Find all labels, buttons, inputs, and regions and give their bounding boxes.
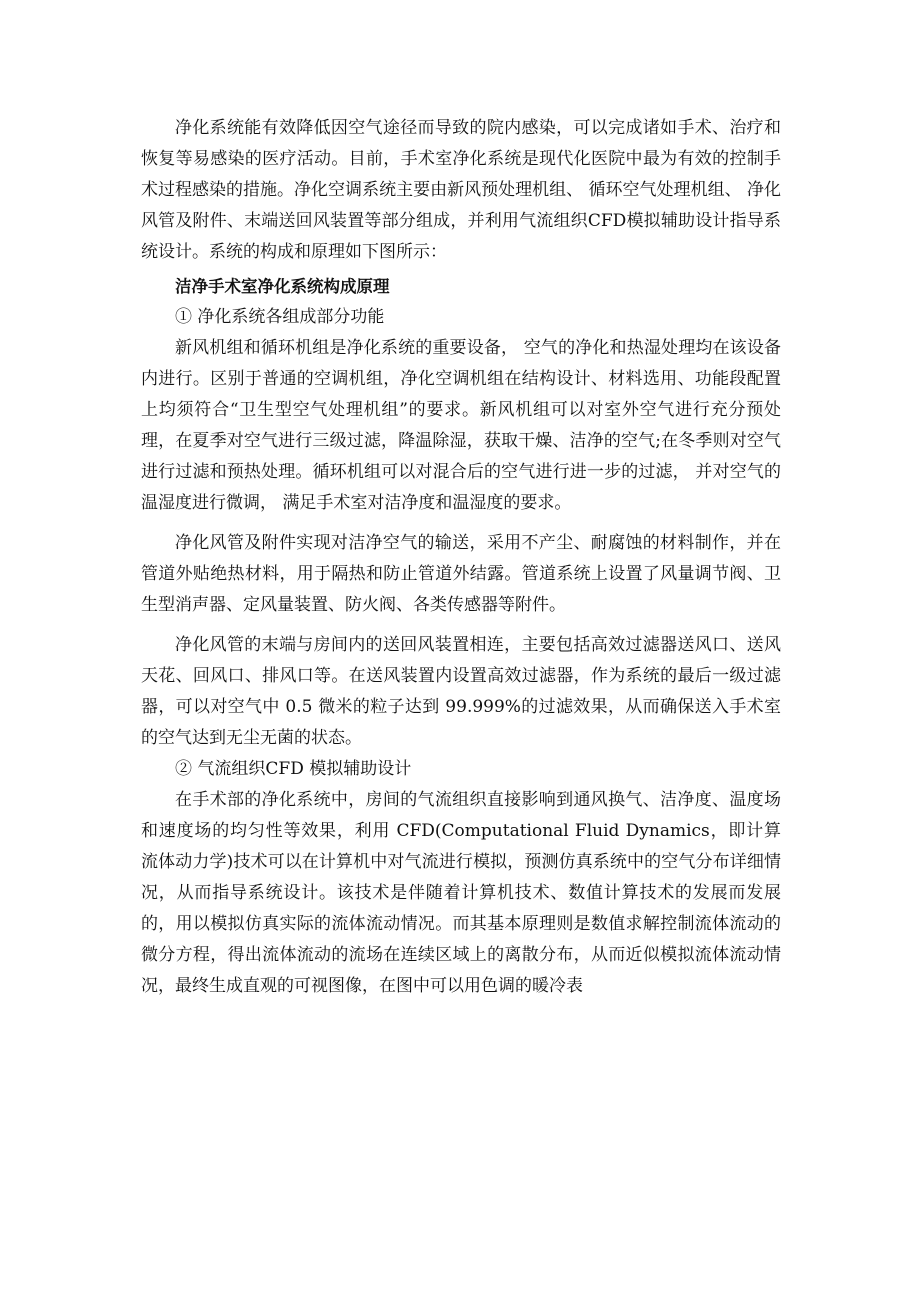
intro-paragraph: 净化系统能有效降低因空气途径而导致的院内感染，可以完成诸如手术、治疗和恢复等易感染的医疗活动。目前，手术室净化系统是现代化医院中最为有效的控制手术过程感染的措施。净化空调系统主要由新风预处理机组、 循环空气处理机组、 净化风管及附件、末端送回风装置等部分组成，并利用气流组织CFD模拟辅助设计指导系统设计。系统的构成和原理如下图所示： bbox=[141, 118, 781, 262]
paragraph-terminal-devices: 净化风管的末端与房间内的送回风装置相连，主要包括高效过滤器送风口、送风天花、回风口、排风口等。在送风装置内设置高效过滤器，作为系统的最后一级过滤器，可以对空气中 0.5 微米的粒子达到 99.999%的过滤效果，从而确保送入手术室的空气达到无尘无菌的状态。 bbox=[141, 635, 781, 748]
subsection-title-cfd: ② 气流组织CFD 模拟辅助设计 bbox=[175, 759, 412, 779]
paragraph-air-handling-units: 新风机组和循环机组是净化系统的重要设备， 空气的净化和热湿处理均在该设备内进行。区别于普通的空调机组，净化空调机组在结构设计、材料选用、功能段配置上均须符合“卫生型空气处理机组”的要求。新风机组可以对室外空气进行充分预处理，在夏季对空气进行三级过滤，降温除湿，获取干燥、洁净的空气;在冬季则对空气进行过滤和预热处理。循环机组可以对混合后的空气进行进一步的过滤， 并对空气的温湿度进行微调， 满足手术室对洁净度和温湿度的要求。 bbox=[141, 338, 781, 513]
paragraph-ducts: 净化风管及附件实现对洁净空气的输送，采用不产尘、耐腐蚀的材料制作，并在管道外贴绝热材料，用于隔热和防止管道外结露。管道系统上设置了风量调节阀、卫生型消声器、定风量装置、防火阀、各类传感器等附件。 bbox=[141, 533, 781, 615]
document-body bbox=[141, 113, 781, 1002]
section-heading: 洁净手术室净化系统构成原理 bbox=[175, 277, 390, 296]
paragraph-cfd: 在手术部的净化系统中，房间的气流组织直接影响到通风换气、洁净度、温度场和速度场的均匀性等效果，利用 CFD(Computational Fluid Dynamics，即计算流体动力学)技术可以在计算机中对气流进行模拟，预测仿真系统中的空气分布详细情况，从而指导系统设计。该技术是伴随着计算机技术、数值计算技术的发展而发展的，用以模拟仿真实际的流体流动情况。而其基本原理则是数值求解控制流体流动的微分方程，得出流体流动的流场在连续区域上的离散分布，从而近似模拟流体流动情况，最终生成直观的可视图像，在图中可以用色调的暖冷表 bbox=[141, 790, 781, 996]
subsection-title-components: ① 净化系统各组成部分功能 bbox=[175, 307, 385, 327]
